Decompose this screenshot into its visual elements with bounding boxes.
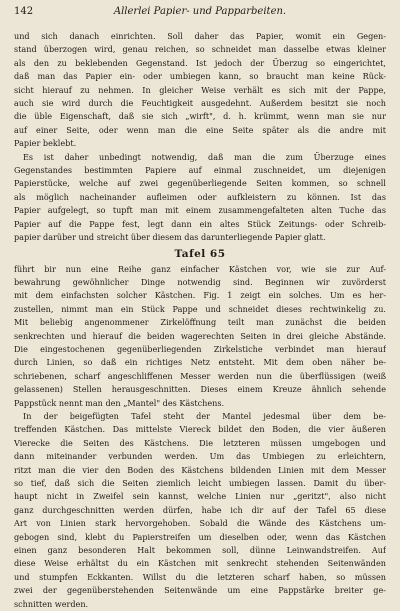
text-line: Es ist daher unbedingt notwendig, daß man die zum Überzuge eines bbox=[23, 151, 386, 162]
text-line: ritzt man die vier den Boden des Kästchens bildenden Linien mit dem Messer bbox=[14, 464, 386, 475]
text-line: als möglich nacheinander aufleimen oder aufkleistern zu können. Ist das bbox=[14, 191, 386, 202]
page-number: 142 bbox=[14, 6, 34, 17]
text-line: senkrechten und hierauf die beiden wagerechten Seiten in drei gleiche Abstände. bbox=[14, 330, 386, 341]
text-line: gelassenen) Stellen herausgeschnitten. Dieses einem Kreuze ähnlich sehende bbox=[14, 384, 386, 395]
paragraph-3 bbox=[14, 263, 386, 410]
text-line: gebogen sind, klebt du Papierstreifen um dieselben oder, wenn das Kästchen bbox=[14, 531, 386, 542]
text-line: In der beigefügten Tafel steht der Mantel jedesmal über dem be- bbox=[23, 410, 386, 421]
section-heading: Tafel 65 bbox=[174, 247, 226, 260]
text-line: Pappstück nennt man den „Mantel" des Kästchens. bbox=[14, 397, 225, 408]
text-line: durch Linien, so daß ein richtiges Netz entsteht. Mit dem oben näher be- bbox=[14, 357, 386, 368]
text-line: stand überzogen wird, genau reichen, so schneidet man dasselbe etwas kleiner bbox=[14, 44, 386, 55]
text-line: und sich danach einrichten. Soll daher das Papier, womit ein Gegen- bbox=[14, 31, 386, 41]
paragraph-2 bbox=[14, 151, 386, 245]
text-line: haupt nicht in Zweifel sein kannst, welche Linien nur „geritzt", also nicht bbox=[14, 491, 386, 502]
text-line: Vierecke die Seiten des Kästchens. Die letzteren müssen umgebogen und bbox=[14, 437, 386, 448]
text-line: Art von Linien stark hervorgehoben. Sobald die Wände des Kästchens um- bbox=[14, 518, 386, 529]
text-line: mit dem einfachsten solcher Kästchen. Fig. 1 zeigt ein solches. Um es her- bbox=[14, 290, 386, 301]
text-line: treffenden Kästchen. Das mittelste Viereck bildet den Boden, die vier äußeren bbox=[14, 424, 386, 435]
text-line: daß man das Papier ein- oder umbiegen kann, so braucht man keine Rück- bbox=[14, 71, 386, 82]
text-line: Die eingestochenen gegenüberliegenden Zirkelstiche verbindet man hierauf bbox=[14, 343, 386, 354]
text-line: auch sie wird durch die Feuchtigkeit ausgedehnt. Außerdem besitzt sie noch bbox=[14, 98, 386, 109]
text-line: die üble Eigenschaft, daß sie sich „wirft", d. h. krümmt, wenn man sie nur bbox=[14, 111, 386, 122]
text-line: bewahrung gewöhnlicher Dinge notwendig sind. Beginnen wir zuvörderst bbox=[14, 276, 386, 287]
paragraph-4 bbox=[14, 410, 386, 611]
text-line: schriebenen, scharf angeschliffenen Messer werden nun die überflüssigen (weiß bbox=[14, 370, 386, 381]
page-header bbox=[14, 6, 386, 24]
text-line: sicht hierauf zu nehmen. In gleicher Weise verhält es sich mit der Pappe, bbox=[14, 84, 386, 95]
text-line: so tief, daß sich die Seiten ziemlich leicht umbiegen lassen. Damit du über- bbox=[14, 478, 386, 488]
text-line: dann miteinander verbunden werden. Um das Umbiegen zu erleichtern, bbox=[14, 451, 386, 462]
text-line: papier darüber und streicht über diesem das darunterliegende Papier glatt. bbox=[14, 232, 326, 243]
text-line: einen ganz besonderen Halt bekommen soll, dünne Leinwandstreifen. Auf bbox=[14, 545, 386, 556]
running-title: Allerlei Papier- und Papparbeiten. bbox=[113, 6, 287, 17]
text-line: Papierstücke, welche auf zwei gegenüberliegende Seiten kommen, so schnell bbox=[14, 178, 386, 189]
text-line: Gegenstandes bestimmten Papiere auf einmal zuschneidet, um diejenigen bbox=[14, 165, 386, 176]
text-line: ganz durchgeschnitten werden dürfen, habe ich dir auf der Tafel 65 diese bbox=[14, 504, 386, 515]
text-line: als den zu beklebenden Gegenstand. Ist jedoch der Überzug so eingerichtet, bbox=[14, 57, 386, 68]
text-line: führt bir nun eine Reihe ganz einfacher Kästchen vor, wie sie zur Auf- bbox=[14, 263, 386, 274]
text-line: Papier beklebt. bbox=[14, 138, 77, 149]
text-line: Mit beliebig angenommener Zirkelöffnung teilt man zunächst die beiden bbox=[14, 317, 386, 328]
page-body bbox=[14, 30, 386, 611]
text-line: zustellen, nimmt man ein Stück Pappe und schneidet dieses rechtwinkelig zu. bbox=[14, 303, 386, 314]
text-line: Papier aufgelegt, so tupft man mit einem zusammengefalteten alten Tuche das bbox=[14, 205, 386, 216]
text-line: Papier auf die Pappe fest, legt dann ein altes Stück Zeitungs- oder Schreib- bbox=[14, 218, 386, 229]
text-line: schnitten werden. bbox=[14, 598, 89, 609]
text-line: und stumpfen Eckkanten. Willst du die letzteren scharf haben, so müssen bbox=[14, 571, 386, 582]
text-line: diese Weise erhältst du ein Kästchen mit senkrecht stehenden Seitenwänden bbox=[14, 558, 386, 569]
text-line: zwei der gegenüberstehenden Seitenwände um eine Pappstärke breiter ge- bbox=[14, 585, 386, 596]
text-line: auf einer Seite, oder wenn man die eine Seite später als die andre mit bbox=[14, 124, 386, 135]
paragraph-1 bbox=[14, 30, 386, 151]
